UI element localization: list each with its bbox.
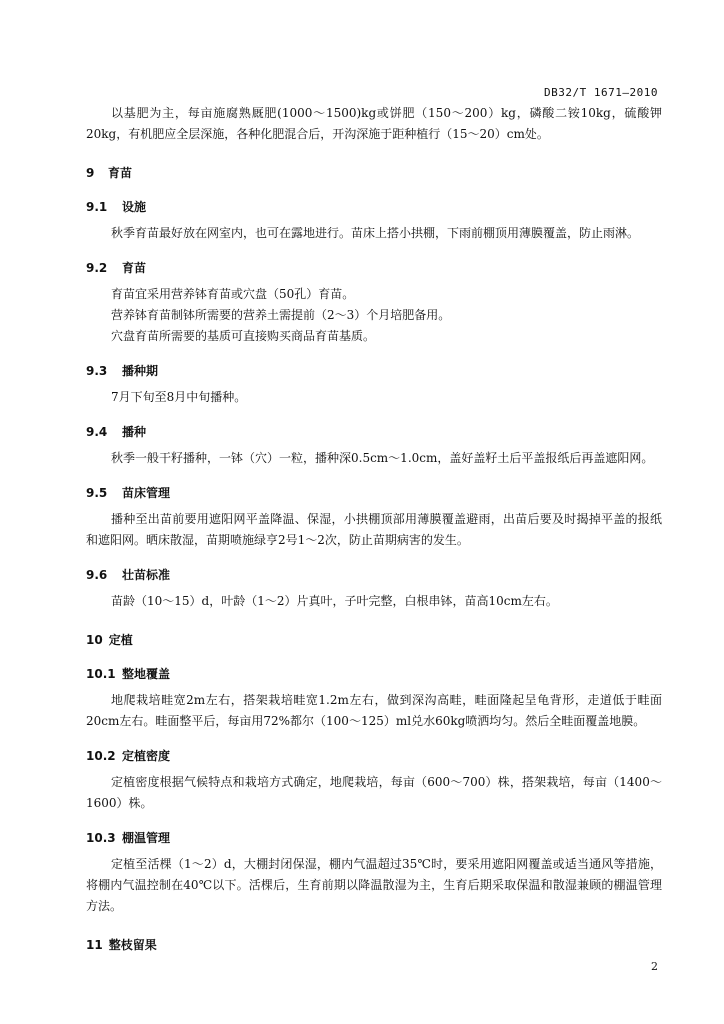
subsection-heading-10-2: [86, 746, 662, 766]
document-body: [86, 103, 662, 969]
subsection-title: 定植密度: [122, 749, 171, 763]
subsection-heading-9-3: [86, 361, 662, 381]
subsection-heading-9-4: [86, 422, 662, 442]
subsection-title: 棚温管理: [122, 831, 171, 845]
section-number: 9: [86, 166, 95, 180]
section-heading-9: [86, 163, 662, 183]
paragraph: 秋季一般干籽播种，一钵（穴）一粒，播种深0.5cm～1.0cm，盖好盖籽土后平盖报纸后再盖遮阳网。: [111, 451, 654, 465]
subsection-number: 9.4: [86, 425, 108, 439]
paragraph: 播种至出苗前要用遮阳网平盖降温、保湿，小拱棚顶部用薄膜覆盖避雨，出苗后要及时揭掉平盖的报纸和遮阳网。晒床散湿，苗期喷施绿亨2号1～2次，防止苗期病害的发生。: [86, 512, 662, 547]
paragraph: 定植密度根据气候特点和栽培方式确定，地爬栽培，每亩（600～700）株，搭架栽培，每亩（1400～1600）株。: [86, 775, 662, 810]
subsection-title: 育苗: [122, 261, 147, 275]
subsection-number: 9.3: [86, 364, 108, 378]
paragraph: 穴盘育苗所需要的基质可直接购买商品育苗基质。: [111, 329, 376, 343]
section-number: 11: [86, 938, 103, 952]
subsection-title: 播种: [122, 425, 147, 439]
subsection-title: 苗床管理: [122, 486, 171, 500]
subsection-number: 9.5: [86, 486, 108, 500]
subsection-number: 9.6: [86, 568, 108, 582]
continuation-paragraph: 以基肥为主，每亩施腐熟厩肥(1000～1500)kg或饼肥（150～200）kg，磷酸二铵10kg，硫酸钾20kg，有机肥应全层深施，各种化肥混合后，开沟深施于距种植行（15～20）cm处。: [86, 106, 662, 141]
section-title: 育苗: [108, 166, 133, 180]
paragraph: 苗龄（10～15）d，叶龄（1～2）片真叶，子叶完整，白根串钵，苗高10cm左右。: [111, 594, 558, 608]
paragraph: 育苗宜采用营养钵育苗或穴盘（50孔）育苗。: [111, 287, 355, 301]
subsection-heading-10-3: [86, 828, 662, 848]
paragraph: 定植至活棵（1～2）d，大棚封闭保湿，棚内气温超过35℃时，要采用遮阳网覆盖或适当通风等措施，将棚内气温控制在40℃以下。活棵后，生育前期以降温散湿为主，生育后期采取保温和散湿兼顾的棚温管理方法。: [86, 857, 662, 913]
standard-code: DB32/T 1671—2010: [544, 86, 658, 99]
paragraph: 秋季育苗最好放在网室内，也可在露地进行。苗床上搭小拱棚，下雨前棚顶用薄膜覆盖，防止雨淋。: [111, 226, 640, 240]
subsection-heading-9-6: [86, 565, 662, 585]
subsection-number: 9.2: [86, 261, 108, 275]
section-heading-11: [86, 935, 662, 955]
section-number: 10: [86, 633, 103, 647]
section-heading-10: [86, 630, 662, 650]
subsection-heading-9-1: [86, 197, 662, 217]
subsection-number: 10.2: [86, 749, 116, 763]
subsection-title: 播种期: [122, 364, 159, 378]
paragraph: 营养钵育苗制钵所需要的营养土需提前（2～3）个月培肥备用。: [111, 308, 451, 322]
paragraph: 地爬栽培畦宽2m左右，搭架栽培畦宽1.2m左右，做到深沟高畦，畦面隆起呈龟背形，走道低于畦面20cm左右。畦面整平后，每亩用72%都尔（100～125）ml兑水60kg喷洒均匀。然后全畦面覆盖地膜。: [86, 693, 662, 728]
section-title: 整枝留果: [108, 938, 157, 952]
subsection-number: 10.3: [86, 831, 116, 845]
page-number: 2: [651, 960, 658, 973]
paragraph: 7月下旬至8月中旬播种。: [111, 390, 247, 404]
section-title: 定植: [108, 633, 133, 647]
subsection-title: 整地覆盖: [122, 667, 171, 681]
subsection-number: 10.1: [86, 667, 116, 681]
subsection-title: 壮苗标准: [122, 568, 171, 582]
subsection-title: 设施: [122, 200, 147, 214]
subsection-number: 9.1: [86, 200, 108, 214]
subsection-heading-9-5: [86, 483, 662, 503]
subsection-heading-10-1: [86, 664, 662, 684]
subsection-heading-9-2: [86, 258, 662, 278]
